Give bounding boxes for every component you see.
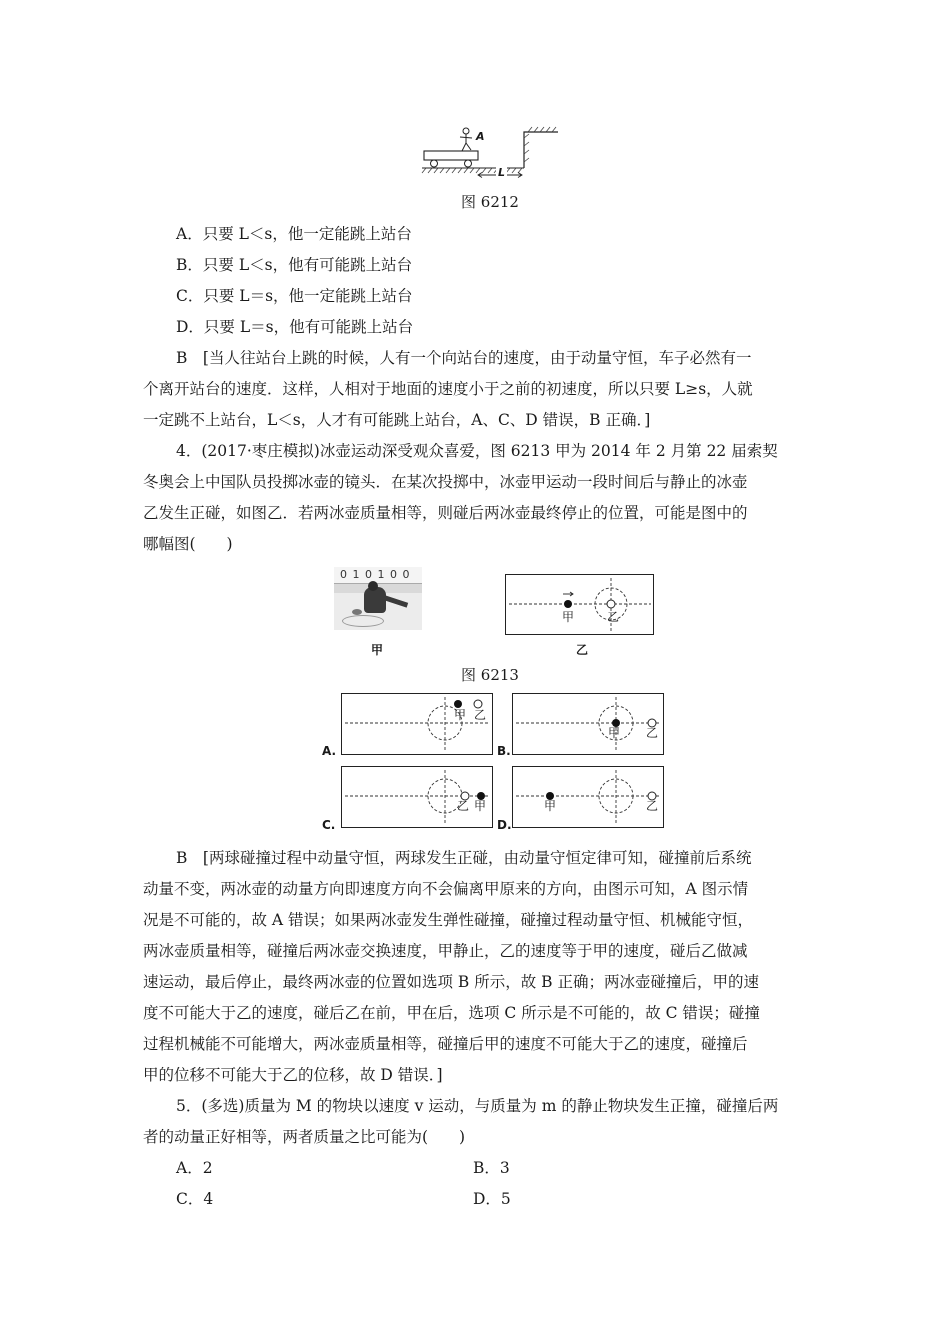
q5-stem-line-2: 者的动量正好相等，两者质量之比可能为( ) [143,1128,466,1146]
choice-d-stone-yi: 乙 [646,799,659,813]
diagram-stone-yi: 乙 [607,610,620,624]
choice-a-label: A. [322,744,337,758]
q5-option-c: C．4 [176,1190,214,1208]
choice-d-stone-jia: 甲 [544,799,557,813]
diagram-label-yi: 乙 [576,643,589,657]
q3-option-d: D．只要 L＝s，他有可能跳上站台 [176,318,414,336]
photo-label-jia: 甲 [371,643,384,657]
choice-b-stone-yi: 乙 [646,726,659,740]
choice-d-diagram [512,766,665,829]
q5-option-d: D．5 [473,1190,511,1208]
q4-answer-line-7: 过程机械能不可能增大，两冰壶质量相等，碰撞后甲的速度不可能大于乙的速度，碰撞后 [143,1035,748,1053]
q4-answer-line-5: 速运动，最后停止，最终两冰壶的位置如选项 B 所示，故 B 正确；两冰壶碰撞后，甲的速 [143,973,759,991]
q3-option-c: C．只要 L＝s，他一定能跳上站台 [176,287,413,305]
q4-answer-line-3: 况是不可能的，故 A 错误；如果两冰壶发生弹性碰撞，碰撞过程动量守恒、机械能守恒， [143,911,754,929]
choice-b-stone-jia: 甲 [608,726,621,740]
q3-answer-line-1: B [当人往站台上跳的时候，人有一个向站台的速度，由于动量守恒，车子必然有一 [176,349,752,367]
choice-c-label: C. [322,818,336,832]
choice-b-diagram [512,693,665,756]
figure-6212-label-l: L [498,166,506,179]
q4-stem-line-3: 乙发生正碰，如图乙．若两冰壶质量相等，则碰后两冰壶最终停止的位置，可能是图中的 [143,504,748,522]
q4-answer-line-4: 两冰壶质量相等，碰撞后两冰壶交换速度，甲静止，乙的速度等于甲的速度，碰后乙做减 [143,942,748,960]
q3-option-b: B．只要 L＜s，他有可能跳上站台 [176,256,413,274]
q5-option-a: A．2 [176,1159,213,1177]
figure-6212-diagram [418,124,563,186]
q3-option-a: A．只要 L＜s，他一定能跳上站台 [176,225,412,243]
q4-answer-line-8: 甲的位移不可能大于乙的位移，故 D 错误．] [143,1066,443,1084]
q4-stem-line-1: 4．(2017·枣庄模拟)冰壶运动深受观众喜爱，图 6213 甲为 2014 年 2 月第 22 届索契 [176,442,778,460]
q5-stem-line-1: 5．(多选)质量为 M 的物块以速度 v 运动，与质量为 m 的静止物块发生正撞，碰撞后两 [176,1097,779,1115]
choice-b-label: B. [497,744,511,758]
q4-stem-line-2: 冬奥会上中国队员投掷冰壶的镜头．在某次投掷中，冰壶甲运动一段时间后与静止的冰壶 [143,473,748,491]
q5-option-b: B．3 [473,1159,510,1177]
q4-answer-line-2: 动量不变，两冰壶的动量方向即速度方向不会偏离甲原来的方向，由图示可知，A 图示情 [143,880,749,898]
collision-diagram [505,574,655,636]
scoreboard-digits: 0 1 0 1 0 0 [340,568,411,581]
q3-answer-line-2: 个离开站台的速度．这样，人相对于地面的速度小于之前的初速度，所以只要 L≥s，人就 [143,380,753,398]
diagram-stone-jia: 甲 [562,610,575,624]
house-ring [342,615,384,627]
curling-photo [334,567,422,630]
q4-stem-line-4: 哪幅图( ) [143,535,233,553]
choice-c-stone-yi: 乙 [457,799,470,813]
figure-6212-label-a: A [476,130,485,143]
choice-c-diagram [341,766,494,829]
q3-answer-line-3: 一定跳不上站台，L＜s，人才有可能跳上站台，A、C、D 错误，B 正确．] [143,411,651,429]
q4-answer-line-1: B [两球碰撞过程中动量守恒，两球发生正碰，由动量守恒定律可知，碰撞前后系统 [176,849,752,867]
choice-d-label: D. [497,818,512,832]
choice-a-stone-jia: 甲 [454,708,467,722]
choice-c-stone-jia: 甲 [474,799,487,813]
figure-6212-caption: 图 6212 [461,193,519,211]
choice-a-diagram [341,693,494,756]
curler-head [368,581,378,591]
q4-answer-line-6: 度不可能大于乙的速度，碰后乙在前，甲在后，选项 C 所示是不可能的，故 C 错误；碰撞 [143,1004,760,1022]
choice-a-stone-yi: 乙 [474,708,487,722]
figure-6213-caption: 图 6213 [461,666,519,684]
